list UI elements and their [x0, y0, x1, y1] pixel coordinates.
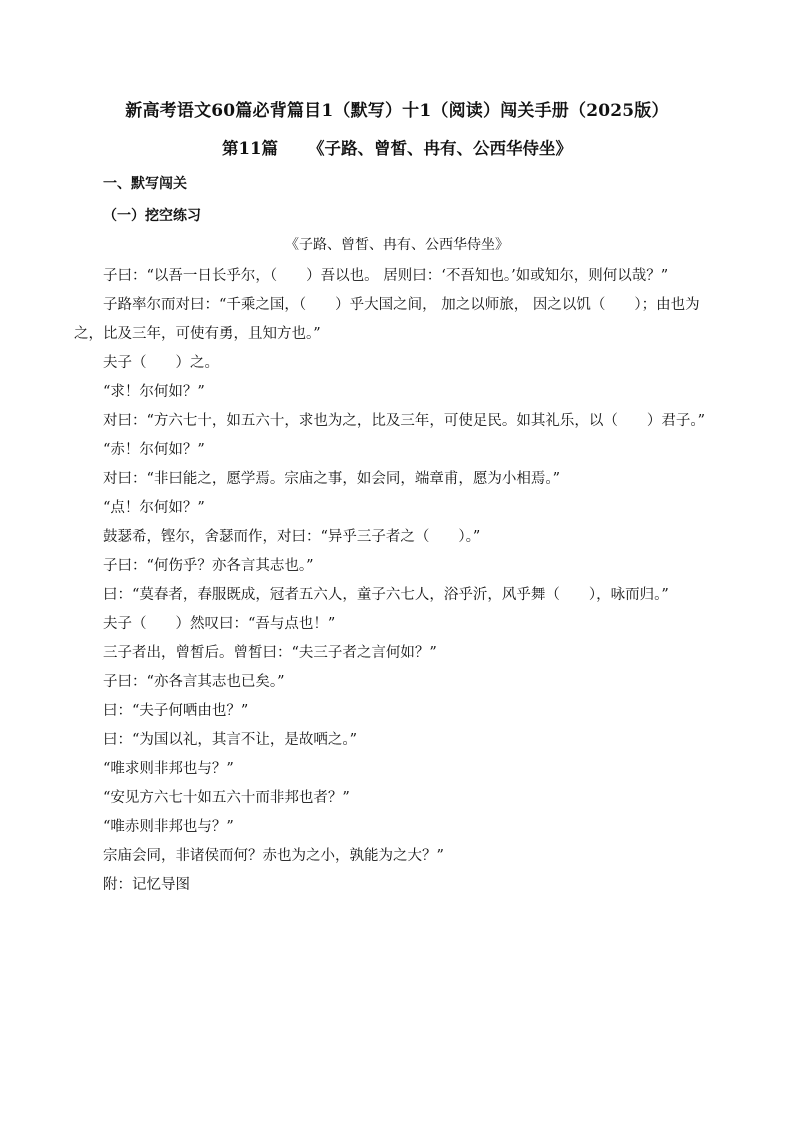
text-line: 之，比及三年，可使有勇，且知方也。”	[74, 326, 321, 342]
text-line: 曰：“夫子何哂由也？”	[103, 703, 249, 719]
text-line: 子曰：“何伤乎？亦各言其志也。”	[103, 558, 314, 574]
chapter-number: 第11篇	[222, 139, 278, 158]
text-line: 鼓瑟希，铿尔，舍瑟而作，对曰：“异乎三子者之（ ）。”	[103, 529, 481, 545]
text-line: 夫子（ ）然叹曰：“吾与点也！”	[103, 616, 336, 632]
text-line: 对曰：“非曰能之，愿学焉。宗庙之事，如会同，端章甫，愿为小相焉。”	[103, 471, 561, 487]
text-body	[74, 262, 724, 900]
chapter-heading	[0, 135, 794, 159]
section-heading: 一、默写闯关	[103, 176, 187, 192]
text-line: “赤！尔何如？”	[103, 442, 205, 458]
text-line: “唯赤则非邦也与？”	[103, 819, 234, 835]
text-line: 对曰：“方六七十，如五六十，求也为之，比及三年，可使足民。如其礼乐，以（ ）君子。”	[103, 413, 706, 429]
text-line: 曰：“莫春者，春服既成，冠者五六人，童子六七人，浴乎沂，风乎舞（ ），咏而归。”	[103, 587, 669, 603]
text-line: 曰：“为国以礼，其言不让，是故哂之。”	[103, 732, 358, 748]
text-line: 子曰：“亦各言其志也已矣。”	[103, 674, 285, 690]
text-line: 夫子（ ）之。	[103, 355, 219, 371]
text-line: “求！尔何如？”	[103, 384, 205, 400]
text-line: 三子者出，曾皙后。曾皙曰：“夫三子者之言何如？”	[103, 645, 437, 661]
subsection-heading: （一）挖空练习	[103, 208, 201, 224]
chapter-title: 《子路、曾皙、冉有、公西华侍坐》	[307, 139, 572, 158]
text-title: 《子路、曾皙、冉有、公西华侍坐》	[285, 237, 509, 253]
document-title: 新高考语文60篇必背篇目1（默写）十1（阅读）闯关手册（2025版）	[125, 101, 669, 121]
text-line: 宗庙会同，非诸侯而何？赤也为之小，孰能为之大？”	[103, 848, 444, 864]
text-line: “点！尔何如？”	[103, 500, 205, 516]
text-line: “安见方六七十如五六十而非邦也者？”	[103, 790, 350, 806]
text-line: 子曰：“以吾一日长乎尔，（ ）吾以也。 居则曰：‘不吾知也。’如或知尔，则何以哉？”	[103, 268, 669, 284]
text-line: 附：记忆导图	[103, 877, 190, 893]
text-line: “唯求则非邦也与？”	[103, 761, 234, 777]
text-line: 子路率尔而对曰：“千乘之国，（ ）乎大国之间， 加之以师旅， 因之以饥（ ）；由也为	[103, 297, 700, 313]
